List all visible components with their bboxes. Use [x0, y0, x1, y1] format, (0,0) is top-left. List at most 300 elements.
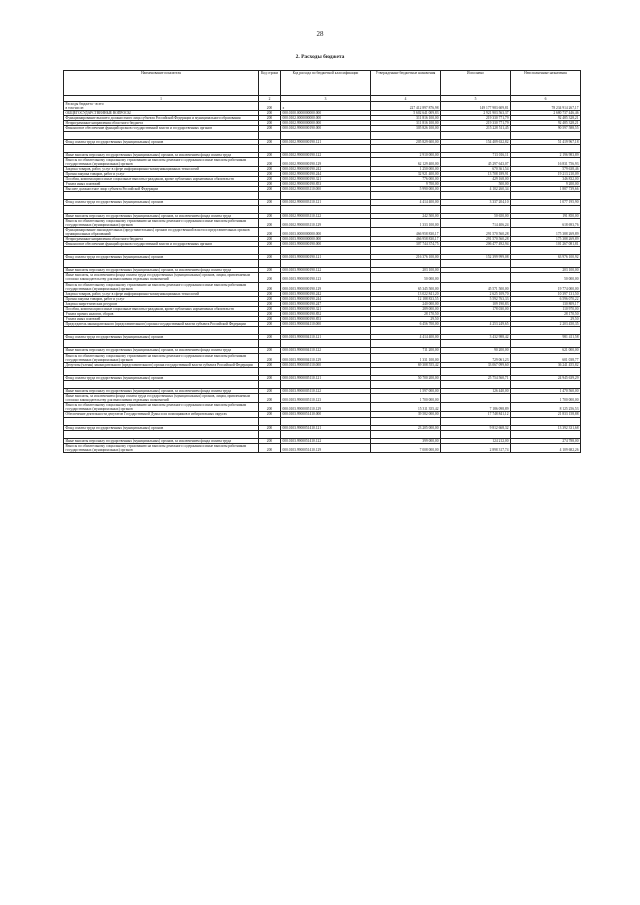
executed-amount — [441, 430, 511, 438]
executed-amount: 291 570 560,28 — [441, 227, 511, 236]
expense-code: 000.0102.9900003110.000 — [281, 187, 371, 192]
table-row — [64, 205, 581, 213]
approved-amount — [371, 327, 441, 335]
unexecuted-amount: 2 680 737 446,46 — [511, 111, 581, 116]
line-code: 200 — [259, 438, 281, 443]
indicator-name: Прочая закупка товаров, работ и услуг — [64, 172, 259, 177]
expense-code: 000.0103.9900000190.853 — [281, 317, 371, 322]
line-code: 200 — [259, 111, 281, 116]
unexecuted-amount: 13 392 331,68 — [511, 425, 581, 430]
indicator-name: Финансовое обеспечение функций органов государственной власти и государственных органов — [64, 242, 259, 247]
executed-amount: 714 406,24 — [441, 218, 511, 227]
line-code: 200 — [259, 218, 281, 227]
unexecuted-amount — [511, 327, 581, 335]
line-code: 200 — [259, 307, 281, 312]
unexecuted-amount: 9 200,00 — [511, 182, 581, 187]
column-number: 3 — [281, 96, 371, 102]
approved-amount — [371, 367, 441, 375]
executed-amount — [441, 205, 511, 213]
indicator-name: Закупка товаров, работ, услуг в сфере информационно-коммуникационных технологий — [64, 291, 259, 296]
line-code: 200 — [259, 242, 281, 247]
line-code: 200 — [259, 227, 281, 236]
executed-amount: 124 212,00 — [441, 438, 511, 443]
approved-amount: 776 000,00 — [371, 177, 441, 182]
indicator-name: Пособия, компенсации и иные социальные выплаты гражданам, кроме публичных нормативных обязательств — [64, 177, 259, 182]
expense-code: 000.0102.9900000190.321 — [281, 177, 371, 182]
unexecuted-amount — [511, 417, 581, 425]
table-row — [64, 417, 581, 425]
expense-code: 000.0103.9900005110.123 — [281, 394, 371, 403]
approved-amount: 15 311 355,42 — [371, 403, 441, 412]
expense-code: 000.0103.9900000190.244 — [281, 296, 371, 301]
table-header — [64, 71, 581, 102]
approved-amount: 13 022 841,20 — [371, 291, 441, 296]
expense-code: 000.0102.9900000190.242 — [281, 166, 371, 171]
approved-amount — [371, 417, 441, 425]
table-row — [64, 157, 581, 166]
expense-code: 000.0103.9900005110.129 — [281, 403, 371, 412]
indicator-name: Иные выплаты персоналу государственных (муниципальных) органов, за исключением фонда оплаты труда — [64, 348, 259, 353]
column-header: Исполнено — [441, 71, 511, 96]
expense-code — [281, 417, 371, 425]
table-row — [64, 227, 581, 236]
approved-amount — [371, 260, 441, 268]
approved-amount: 12 188 833,55 — [371, 296, 441, 301]
executed-amount — [441, 273, 511, 282]
line-code — [259, 430, 281, 438]
line-code: 200 — [259, 312, 281, 317]
unexecuted-amount: 16 831 756,93 — [511, 157, 581, 166]
line-code: 200 — [259, 236, 281, 241]
unexecuted-amount: 2 203 450,35 — [511, 322, 581, 327]
expense-code: 000.0103.9900000190.123 — [281, 273, 371, 282]
unexecuted-amount: 19 213 210,09 — [511, 172, 581, 177]
indicator-name: Закупка товаров, работ, услуг в сфере информационно-коммуникационных технологий — [64, 166, 259, 171]
expense-code: 000.0103.0000000000.000 — [281, 227, 371, 236]
unexecuted-amount — [511, 144, 581, 152]
indicator-name: Взносы по обязательному социальному страхованию на выплаты денежного содержания и иные выплаты работникам государственных (муниципальных) органов — [64, 443, 259, 452]
approved-amount: 305 826 100,00 — [371, 126, 441, 131]
approved-amount: 65 345 500,00 — [371, 282, 441, 291]
table-row — [64, 102, 581, 111]
approved-amount — [371, 380, 441, 388]
expense-code: 000.0103.9900000190.247 — [281, 301, 371, 306]
indicator-name: Депутаты (члены) законодательного (представительного) органа государственной власти субъекта Российской Федерации — [64, 362, 259, 367]
executed-amount: 2 625 109,70 — [441, 291, 511, 296]
line-code — [259, 327, 281, 335]
expense-code: 000.0103.9900004110.121 — [281, 335, 371, 340]
unexecuted-amount: 92 485 328,21 — [511, 121, 581, 126]
approved-amount: 289 000,00 — [371, 307, 441, 312]
expense-code: 000.0103.9900000190.129 — [281, 282, 371, 291]
approved-amount: 6 456 700,00 — [371, 322, 441, 327]
indicator-name: Высшее должностное лицо субъекта Российской Федерации — [64, 187, 259, 192]
table-row — [64, 353, 581, 362]
unexecuted-amount: 10 397 131,50 — [511, 291, 581, 296]
unexecuted-amount: 63 976 100,92 — [511, 255, 581, 260]
unexecuted-amount: 36 241 455,82 — [511, 362, 581, 367]
approved-amount: 1 250 000,00 — [371, 166, 441, 171]
executed-amount — [441, 131, 511, 139]
indicator-name — [64, 205, 259, 213]
line-code — [259, 367, 281, 375]
line-code: 200 — [259, 273, 281, 282]
column-header: Наименование показателя — [64, 71, 259, 96]
line-code — [259, 131, 281, 139]
indicator-name: Пособия, компенсации и иные социальные выплаты гражданам, кроме публичных нормативных обязательств — [64, 307, 259, 312]
indicator-name: Непрограммные направления областного бюджета — [64, 236, 259, 241]
expense-code: 000.0103.9900005110.121 — [281, 375, 371, 380]
unexecuted-amount: 4 109 682,26 — [511, 443, 581, 452]
executed-amount: 7 186 098,89 — [441, 403, 511, 412]
unexecuted-amount — [511, 131, 581, 139]
expense-code: 000.0103.9900051410.000 — [281, 412, 371, 417]
indicator-name: Иные выплаты персоналу государственных (муниципальных) органов, за исключением фонда оплаты труда — [64, 438, 259, 443]
line-code: 200 — [259, 157, 281, 166]
line-code: 200 — [259, 200, 281, 205]
approved-amount: 7 008 000,00 — [371, 443, 441, 452]
expense-code: 000.0102.9900003110.122 — [281, 213, 371, 218]
column-header: Утвержденные бюджетные назначения — [371, 71, 441, 96]
expense-code — [281, 192, 371, 200]
approved-amount: 307 744 374,75 — [371, 242, 441, 247]
executed-amount: 90 200,00 — [441, 348, 511, 353]
executed-amount: 3 337 204,10 — [441, 200, 511, 205]
indicator-name — [64, 131, 259, 139]
approved-amount: 39 582 000,00 — [371, 412, 441, 417]
expense-code: 000.0103.9900004110.122 — [281, 348, 371, 353]
indicator-name: Иные выплаты персоналу государственных (муниципальных) органов, за исключением фонда оплаты труда — [64, 213, 259, 218]
executed-amount: 713 016,11 — [441, 152, 511, 157]
approved-amount: 23 205 000,00 — [371, 425, 441, 430]
indicator-name: Закупка энергетических ресурсов — [64, 301, 259, 306]
indicator-name: Взносы по обязательному социальному страхованию на выплаты денежного содержания и иные выплаты работникам государственных (муниципальных) органов — [64, 282, 259, 291]
executed-amount: 670 361,54 — [441, 166, 511, 171]
approved-amount: 203 100,00 — [371, 268, 441, 273]
expense-code: 000.0103.9900005110.122 — [281, 388, 371, 393]
approved-amount: 4 414 400,00 — [371, 335, 441, 340]
unexecuted-amount — [511, 367, 581, 375]
column-number: 1 — [64, 96, 259, 102]
executed-amount: 45 571 500,00 — [441, 282, 511, 291]
line-code — [259, 247, 281, 255]
indicator-name: Фонд оплаты труда государственных (муниципальных) органов — [64, 200, 259, 205]
approved-amount: 9 700,00 — [371, 182, 441, 187]
table-row — [64, 218, 581, 227]
indicator-name: Фонд оплаты труда государственных (муниципальных) органов — [64, 139, 259, 144]
unexecuted-amount: 601 038,77 — [511, 353, 581, 362]
line-code: 200 — [259, 282, 281, 291]
unexecuted-amount — [511, 380, 581, 388]
table-row — [64, 247, 581, 255]
table-row — [64, 367, 581, 375]
approved-amount — [371, 340, 441, 348]
executed-amount: 25 754 560,71 — [441, 375, 511, 380]
line-code: 200 — [259, 255, 281, 260]
approved-amount — [371, 192, 441, 200]
expense-code: 000.0103.9900004110.000 — [281, 322, 371, 327]
approved-amount: 1 700 000,00 — [371, 394, 441, 403]
approved-amount: 4 414 400,00 — [371, 200, 441, 205]
indicator-name: Взносы по обязательному социальному страхованию на выплаты денежного содержания и иные выплаты работникам государственных (муниципальных) органов — [64, 353, 259, 362]
line-code: 200 — [259, 121, 281, 126]
executed-amount — [441, 367, 511, 375]
expense-code — [281, 327, 371, 335]
unexecuted-amount: 981 411,58 — [511, 335, 581, 340]
approved-amount: 711 200,00 — [371, 348, 441, 353]
expense-code — [281, 340, 371, 348]
line-code: 200 — [259, 139, 281, 144]
line-code: 200 — [259, 425, 281, 430]
unexecuted-amount: 28 170,50 — [511, 312, 581, 317]
line-code: 200 — [259, 348, 281, 353]
approved-amount: 28 170,50 — [371, 312, 441, 317]
unexecuted-amount: 21 833 158,88 — [511, 412, 581, 417]
approved-amount — [371, 205, 441, 213]
unexecuted-amount: 1 470 560,00 — [511, 388, 581, 393]
indicator-name: Взносы по обязательному социальному страхованию на выплаты денежного содержания и иные выплаты работникам государственных (муниципальных) органов — [64, 403, 259, 412]
unexecuted-amount: 6 596 070,22 — [511, 296, 581, 301]
table-row — [64, 443, 581, 452]
unexecuted-amount: 29,50 — [511, 317, 581, 322]
approved-amount: 29,50 — [371, 317, 441, 322]
executed-amount: 33 067 099,60 — [441, 362, 511, 367]
indicator-name: Взносы по обязательному социальному страхованию на выплаты денежного содержания и иные выплаты работникам государственных (муниципальных) органов — [64, 218, 259, 227]
unexecuted-amount: 130 809,17 — [511, 301, 581, 306]
unexecuted-amount — [511, 247, 581, 255]
expense-code: 000.0103.9900004110.129 — [281, 353, 371, 362]
executed-amount — [441, 327, 511, 335]
expense-code: 000.0102.9900000190.121 — [281, 139, 371, 144]
unexecuted-amount: 92 485 328,21 — [511, 116, 581, 121]
line-code: 200 — [259, 335, 281, 340]
executed-amount — [441, 144, 511, 152]
line-code: 200 — [259, 268, 281, 273]
expense-code: 000.0103.9900000190.000 — [281, 242, 371, 247]
approved-amount: 1 597 000,00 — [371, 388, 441, 393]
indicator-name — [64, 380, 259, 388]
expense-code: 000.0103.9900005110.000 — [281, 362, 371, 367]
indicator-name — [64, 417, 259, 425]
unexecuted-amount: 24 945 639,29 — [511, 375, 581, 380]
line-code — [259, 205, 281, 213]
expense-code — [281, 144, 371, 152]
column-number: 4 — [371, 96, 441, 102]
expenditures-table — [63, 70, 581, 453]
expense-code: 000.0103.9900000000.000 — [281, 236, 371, 241]
unexecuted-amount: 19 774 000,00 — [511, 282, 581, 291]
indicator-name — [64, 367, 259, 375]
approved-amount: 311 816 100,00 — [371, 116, 441, 121]
approved-amount: 227 412 897 876,98 — [371, 102, 441, 111]
executed-amount: 291 570 560,28 — [441, 236, 511, 241]
expense-code: 000.0103.9900051410.121 — [281, 425, 371, 430]
indicator-name: Иные выплаты персоналу государственных (муниципальных) органов, за исключением фонда оплаты труда — [64, 388, 259, 393]
indicator-name: Уплата иных платежей — [64, 317, 259, 322]
line-code: 200 — [259, 187, 281, 192]
executed-amount — [441, 340, 511, 348]
header-row — [64, 71, 581, 96]
expense-code — [281, 205, 371, 213]
expense-code — [281, 430, 371, 438]
approved-amount: 5 602 641 009,83 — [371, 111, 441, 116]
unexecuted-amount: 101 267 081,81 — [511, 242, 581, 247]
unexecuted-amount — [511, 205, 581, 213]
line-code: 200 — [259, 172, 281, 177]
approved-amount: 50 000,00 — [371, 273, 441, 282]
line-code: 200 — [259, 182, 281, 187]
approved-amount: 205 829 600,00 — [371, 139, 441, 144]
expense-code: 000.0103.9900051410.129 — [281, 443, 371, 452]
line-code — [259, 417, 281, 425]
line-code: 200 — [259, 301, 281, 306]
indicator-name: Иные выплаты, за исключением фонда оплаты труда государственных (муниципальных) органов, лицам, привлекаемым согласно законодательству для выполнения отдельных полномочий — [64, 394, 259, 403]
line-code: 200 — [259, 291, 281, 296]
executed-amount: 126 440,00 — [441, 388, 511, 393]
unexecuted-amount: 274 788,00 — [511, 438, 581, 443]
unexecuted-amount: 51 419 967,18 — [511, 139, 581, 144]
indicator-name: Иные выплаты персоналу государственных (муниципальных) органов, за исключением фонда оплаты труда — [64, 268, 259, 273]
expense-code: 000.0102.9900000190.244 — [281, 172, 371, 177]
page-number: 28 — [316, 30, 324, 38]
indicator-name — [64, 144, 259, 152]
line-code: 200 — [259, 322, 281, 327]
approved-amount — [371, 131, 441, 139]
indicator-name: Непрограммные направления областного бюджета — [64, 121, 259, 126]
approved-amount: 1 331 100,00 — [371, 353, 441, 362]
executed-amount: 729 061,23 — [441, 353, 511, 362]
line-code: 200 — [259, 403, 281, 412]
executed-amount: 429 168,00 — [441, 177, 511, 182]
expense-code: 000.0100.0000000000.000 — [281, 111, 371, 116]
line-code: 200 — [259, 116, 281, 121]
column-number: 2 — [259, 96, 281, 102]
line-code: 200 — [259, 394, 281, 403]
expense-code: 000.0102.9900000000.000 — [281, 121, 371, 126]
expense-code: 000.0102.9900003110.129 — [281, 218, 371, 227]
line-code: 200 — [259, 102, 281, 111]
executed-amount: 215 228 511,45 — [441, 126, 511, 131]
unexecuted-amount: 110 970,00 — [511, 307, 581, 312]
indicator-name: Взносы по обязательному социальному страхованию на выплаты денежного содержания и иные выплаты работникам государственных (муниципальных) органов — [64, 157, 259, 166]
unexecuted-amount: 1 077 195,90 — [511, 200, 581, 205]
line-code — [259, 340, 281, 348]
expense-code — [281, 367, 371, 375]
table-row — [64, 273, 581, 282]
executed-amount: 45 297 643,07 — [441, 157, 511, 166]
line-code: 200 — [259, 213, 281, 218]
unexecuted-amount — [511, 340, 581, 348]
executed-amount: 109 190,83 — [441, 301, 511, 306]
line-code: 200 — [259, 443, 281, 452]
approved-amount: 216 376 100,00 — [371, 255, 441, 260]
line-code: 200 — [259, 166, 281, 171]
line-code: 200 — [259, 375, 281, 380]
unexecuted-amount — [511, 260, 581, 268]
executed-amount — [441, 394, 511, 403]
line-code — [259, 144, 281, 152]
indicator-name: Фонд оплаты труда государственных (муниципальных) органов — [64, 255, 259, 260]
unexecuted-amount: 1 887 739,66 — [511, 187, 581, 192]
section-title: 2. Расходы бюджета — [295, 54, 345, 60]
expense-code — [281, 260, 371, 268]
indicator-name: Уплата иных платежей — [64, 182, 259, 187]
executed-amount: 4 102 260,34 — [441, 187, 511, 192]
executed-amount: 17 748 841,12 — [441, 412, 511, 417]
table-row — [64, 192, 581, 200]
approved-amount: 50 700 200,00 — [371, 375, 441, 380]
line-code: 200 — [259, 362, 281, 367]
unexecuted-amount: 203 100,00 — [511, 268, 581, 273]
approved-amount: 2 910 000,00 — [371, 152, 441, 157]
unexecuted-amount: 8 125 256,53 — [511, 403, 581, 412]
expense-code — [281, 380, 371, 388]
expense-code: 000.0102.9900000190.000 — [281, 126, 371, 131]
unexecuted-amount: 90 597 588,55 — [511, 126, 581, 131]
approved-amount: 311 816 100,00 — [371, 121, 441, 126]
approved-amount: 62 129 400,00 — [371, 157, 441, 166]
line-code: 200 — [259, 353, 281, 362]
executed-amount: 5 592 763,33 — [441, 296, 511, 301]
unexecuted-amount: 191 850,00 — [511, 213, 581, 218]
executed-amount: 50 650,00 — [441, 213, 511, 218]
indicator-name — [64, 430, 259, 438]
unexecuted-amount: 2 196 983,89 — [511, 152, 581, 157]
executed-amount — [441, 260, 511, 268]
approved-amount: 5 990 000,00 — [371, 187, 441, 192]
approved-amount: 466 958 830,17 — [371, 236, 441, 241]
expense-code: 000.0103.9900051410.122 — [281, 438, 371, 443]
unexecuted-amount: 1 700 000,00 — [511, 394, 581, 403]
approved-amount — [371, 430, 441, 438]
unexecuted-amount: 50 000,00 — [511, 273, 581, 282]
indicator-name: Председатель законодательного (представительного) органа государственной власти субъекта Российской Федерации — [64, 322, 259, 327]
table-row — [64, 327, 581, 335]
executed-amount: 3 432 988,42 — [441, 335, 511, 340]
indicator-name — [64, 260, 259, 268]
column-header: Код расхода по бюджетной классификации — [281, 71, 371, 96]
unexecuted-amount: 78 234 914 267,17 — [511, 102, 581, 111]
indicator-name: Обеспечение деятельности депутатов Государственной Думы и их помощников в избирательных округах — [64, 412, 259, 417]
executed-amount — [441, 417, 511, 425]
unexecuted-amount: 621 000,00 — [511, 348, 581, 353]
executed-amount: 178 030,00 — [441, 307, 511, 312]
expense-code: x — [281, 102, 371, 111]
line-code: 200 — [259, 388, 281, 393]
indicator-name — [64, 192, 259, 200]
indicator-name: Расходы бюджета - всего в том числе: — [64, 102, 259, 111]
executed-amount: 206 477 492,94 — [441, 242, 511, 247]
approved-amount: 242 500,00 — [371, 213, 441, 218]
indicator-name — [64, 327, 259, 335]
unexecuted-amount — [511, 430, 581, 438]
table-body — [64, 102, 581, 453]
expense-code: 000.0102.9900003110.121 — [281, 200, 371, 205]
indicator-name: Фонд оплаты труда государственных (муниципальных) органов — [64, 335, 259, 340]
expense-code: 000.0103.9900000190.121 — [281, 255, 371, 260]
table-row — [64, 394, 581, 403]
expense-code: 000.0103.9900000190.321 — [281, 307, 371, 312]
table-row — [64, 260, 581, 268]
executed-amount: 219 330 771,79 — [441, 116, 511, 121]
indicator-name: Функционирование высшего должностного лица субъекта Российской Федерации и муниципального образования — [64, 116, 259, 121]
expense-code: 000.0102.9900000190.853 — [281, 182, 371, 187]
indicator-name: Иные выплаты персоналу государственных (муниципальных) органов, за исключением фонда оплаты труда — [64, 152, 259, 157]
table-row — [64, 131, 581, 139]
executed-amount: 2 921 903 563,37 — [441, 111, 511, 116]
expense-code: 000.0103.9900000190.852 — [281, 312, 371, 317]
unexecuted-amount: 618 693,76 — [511, 218, 581, 227]
